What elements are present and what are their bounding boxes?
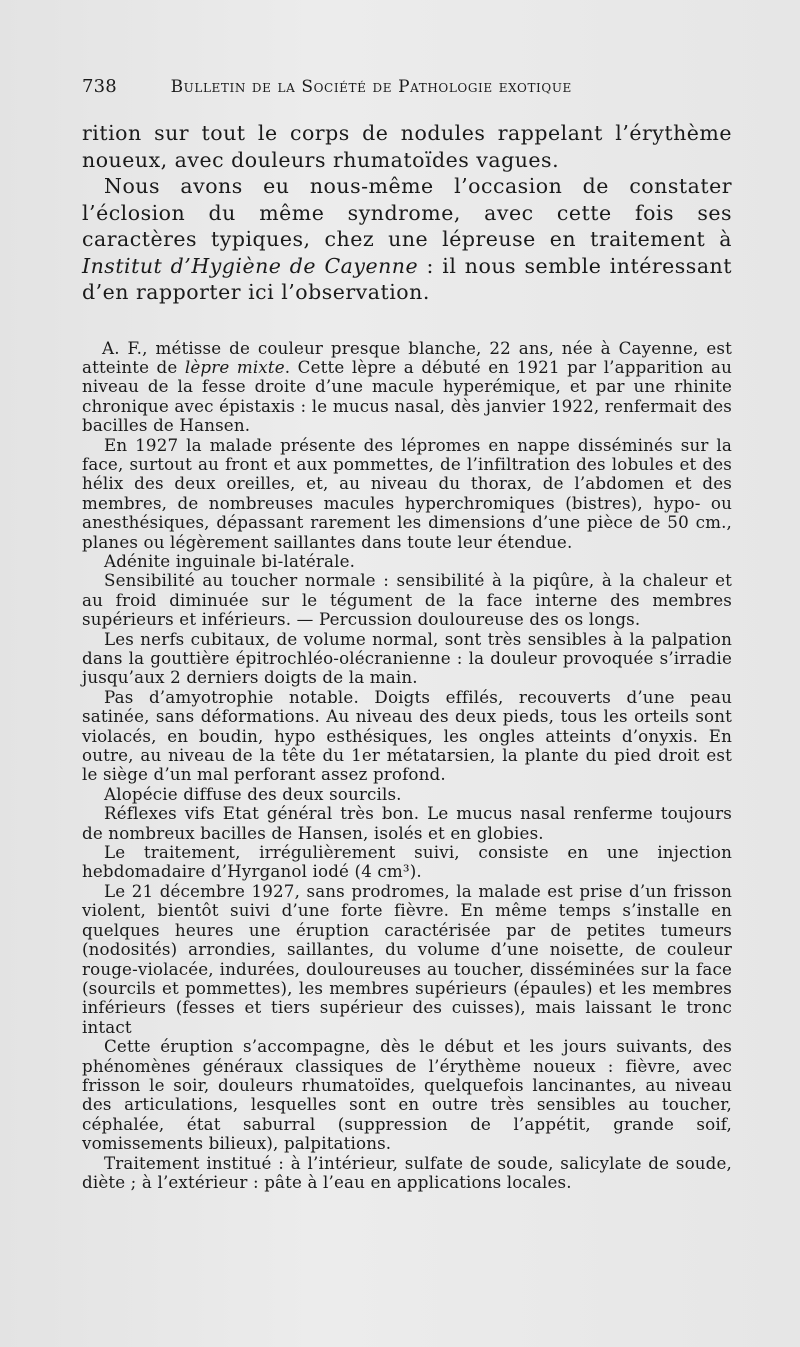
intro-paragraph-1: rition sur tout le corps de nodules rappelant l’érythème noueux, avec douleurs rhumatoïdes vagues. (82, 121, 732, 172)
observation-text: A. F., métisse de couleur presque blanche, 22 ans, née à Cayenne, est atteinte de (82, 337, 732, 377)
observation-paragraph: Alopécie diffuse des deux sourcils. (104, 783, 402, 804)
journal-title: Bulletin de la Société de Pathologie exotique (170, 77, 572, 97)
observation (82, 339, 732, 1193)
observation-paragraph: Sensibilité au toucher normale : sensibilité à la piqûre, à la chaleur et au froid diminuée sur le tégument de la face interne des membres supérieurs et inférieurs. — Percussion douloureuse des os longs. (82, 570, 732, 630)
introduction (82, 120, 732, 306)
observation-paragraph: Traitement institué : à l’intérieur, sulfate de soude, salicylate de soude, diète ; à l’extérieur : pâte à l’eau en applications locales. (82, 1152, 732, 1192)
running-header (82, 76, 642, 97)
intro-text: Nous avons eu nous-même l’occasion de constater l’éclosion du même syndrome, avec cette fois ses caractères typiques, chez une lépreuse en traitement à (82, 174, 732, 251)
article-body (82, 120, 732, 1192)
observation-paragraph: En 1927 la malade présente des lépromes en nappe disséminés sur la face, surtout au front et aux pommettes, de l’infiltration des lobules et des hélix des deux oreilles, et, au niveau du thorax, de l’abdomen et des membres, de nombreuses macules hyperchromiques (bistres), hypo- ou anesthésiques, dépassant rarement les dimensions d’une pièce de 50 cm., planes ou légèrement saillantes dans toute leur étendue. (82, 434, 732, 552)
observation-paragraph: Cette éruption s’accompagne, dès le début et les jours suivants, des phénomènes généraux classiques de l’érythème noueux : fièvre, avec frisson le soir, douleurs rhumatoïdes, quelquefois lancinantes, au niveau des articulations, lesquelles sont en outre très sensibles au toucher, céphalée, état saburral (suppression de l’appétit, grande soif, vomissements bilieux), palpitations. (82, 1036, 732, 1154)
page-number: 738 (82, 76, 117, 97)
diagnosis-term: lèpre mixte (184, 356, 285, 377)
observation-paragraph: Réflexes vifs Etat général très bon. Le mucus nasal renferme toujours de nombreux bacilles de Hansen, isolés et en globies. (82, 803, 732, 843)
observation-paragraph: Pas d’amyotrophie notable. Doigts effilés, recouverts d’une peau satinée, sans déformations. Au niveau des deux pieds, tous les orteils sont violacés, en boudin, hypo esthésiques, les ongles atteints d’onyxis. En outre, au niveau de la tête du 1er métatarsien, la plante du pied droit est le siège d’un mal perforant assez profond. (82, 686, 732, 785)
observation-paragraph: Les nerfs cubitaux, de volume normal, sont très sensibles à la palpation dans la gouttière épitrochléo-olécranienne : la douleur provoquée s’irradie jusqu’aux 2 derniers doigts de la main. (82, 628, 732, 688)
intro-paragraph-2 (82, 173, 732, 306)
observation-paragraph: Le 21 décembre 1927, sans prodromes, la malade est prise d’un frisson violent, bientôt suivi d’une forte fièvre. En même temps s’installe en quelques heures une éruption caractérisée par de petites tumeurs (nodosités) arrondies, saillantes, du volume d’une noisette, de couleur rouge-violacée, indurées, douloureuses au toucher, disséminées sur la face (sourcils et pommettes), les membres supérieurs (épaules) et les membres inférieurs (fesses et tiers supérieur des cuisses), mais laissant le tronc intact (82, 880, 732, 1037)
institution-name: Institut d’Hygiène de Cayenne (82, 253, 419, 278)
observation-paragraph (82, 339, 732, 436)
intro-text-end: : il nous semble intéressant d’en rapporter ici l’observation. (82, 253, 732, 304)
observation-paragraph: Adénite inguinale bi-latérale. (104, 550, 356, 571)
observation-paragraph: Le traitement, irrégulièrement suivi, consiste en une injection hebdomadaire d’Hyrganol iodé (4 cm³). (82, 842, 732, 882)
observation-text-end: . Cette lèpre a débuté en 1921 par l’apparition au niveau de la fesse droite d’une macule hyperémique, et par une rhinite chronique avec épistaxis : le mucus nasal, dès janvier 1922, renfermait des bacilles de Hansen. (82, 356, 733, 436)
